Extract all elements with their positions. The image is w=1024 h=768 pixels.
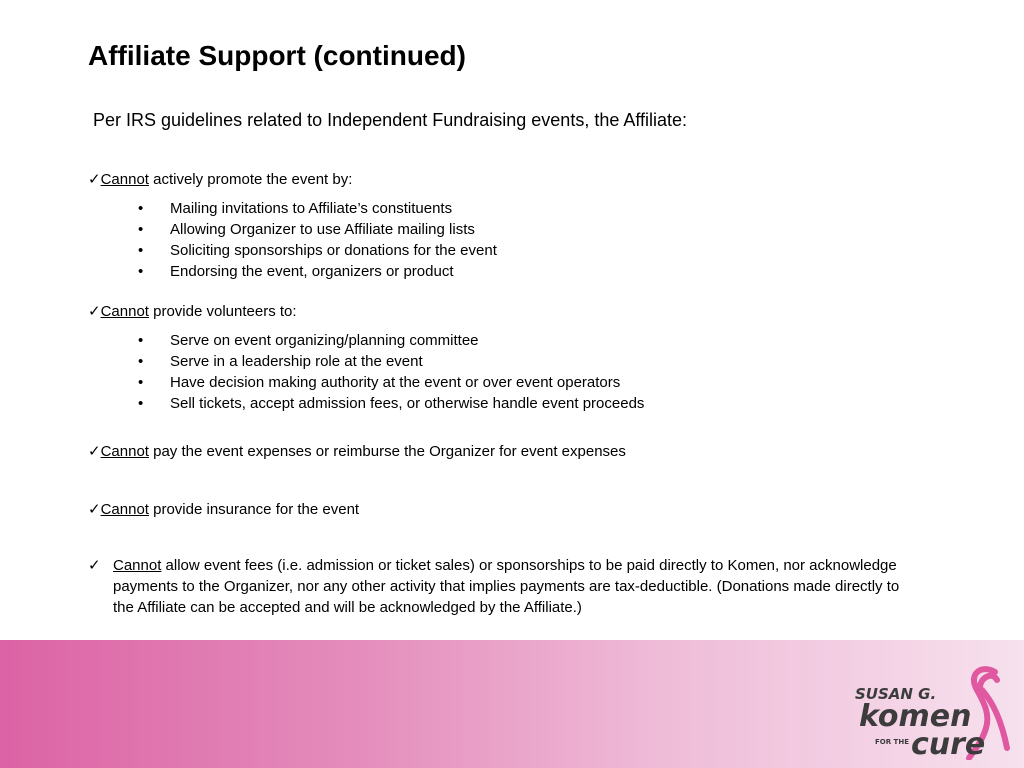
bullet-icon: • xyxy=(138,221,144,238)
section-5-keyword: Cannot xyxy=(113,557,162,574)
list-item: • Endorsing the event, organizers or product xyxy=(138,263,454,280)
section-5-text: allow event fees (i.e. admission or ticket sales) or sponsorships to be paid directly to Komen, nor acknowledge payments to the Organizer, nor any other activity that implies payments are tax-deductible. (Donations made directly to the Affiliate can be accepted and will be acknowledged by the Affiliate.) xyxy=(113,557,900,616)
section-1-text: actively promote the event by: xyxy=(148,171,353,188)
logo-line-susan: SUSAN G. xyxy=(855,685,937,703)
checkmark-icon: ✓ xyxy=(88,303,101,320)
section-2-text: provide volunteers to: xyxy=(148,303,297,320)
bullet-icon: • xyxy=(138,395,144,412)
list-item: • Have decision making authority at the event or over event operators xyxy=(138,374,621,391)
bullet-icon: • xyxy=(138,332,144,349)
list-item: • Serve on event organizing/planning committee xyxy=(138,332,479,349)
slide-intro: Per IRS guidelines related to Independent Fundraising events, the Affiliate: xyxy=(93,110,688,130)
bullet-icon: • xyxy=(138,200,144,217)
logo-line-for-the: FOR THE xyxy=(875,738,909,746)
bullet-icon: • xyxy=(138,353,144,370)
section-1-bullet-list xyxy=(138,198,497,282)
checkmark-icon: ✓ xyxy=(88,171,101,188)
section-5-text-block xyxy=(113,555,918,618)
section-4-text: provide insurance for the event xyxy=(148,501,360,518)
section-3-line xyxy=(88,442,626,460)
list-item: • Serve in a leadership role at the event xyxy=(138,353,423,370)
section-4-line xyxy=(88,500,359,518)
checkmark-icon: ✓ xyxy=(88,443,101,460)
bullet-icon: • xyxy=(138,263,144,280)
section-2-keyword: Cannot xyxy=(100,303,149,320)
bullet-icon: • xyxy=(138,374,144,391)
list-item: • Allowing Organizer to use Affiliate mailing lists xyxy=(138,221,475,238)
section-4-keyword: Cannot xyxy=(100,501,149,518)
section-3-text: pay the event expenses or reimburse the Organizer for event expenses xyxy=(148,443,626,460)
section-2-bullet-list xyxy=(138,330,644,414)
checkmark-icon: ✓ xyxy=(88,501,101,518)
slide-title: Affiliate Support (continued) xyxy=(88,40,466,71)
section-2-heading xyxy=(88,302,297,320)
section-1-heading xyxy=(88,170,352,188)
list-item: • Sell tickets, accept admission fees, or otherwise handle event proceeds xyxy=(138,395,645,412)
list-item: • Soliciting sponsorships or donations for the event xyxy=(138,242,497,259)
section-5-paragraph xyxy=(88,555,918,618)
section-3-keyword: Cannot xyxy=(100,443,149,460)
logo-line-komen: komen xyxy=(859,699,972,734)
bullet-icon: • xyxy=(138,242,144,259)
section-1-keyword: Cannot xyxy=(100,171,149,188)
logo-line-cure: cure xyxy=(911,727,986,760)
komen-logo xyxy=(845,660,1015,760)
checkmark-icon: ✓ xyxy=(88,557,101,574)
list-item: • Mailing invitations to Affiliate’s constituents xyxy=(138,200,453,217)
